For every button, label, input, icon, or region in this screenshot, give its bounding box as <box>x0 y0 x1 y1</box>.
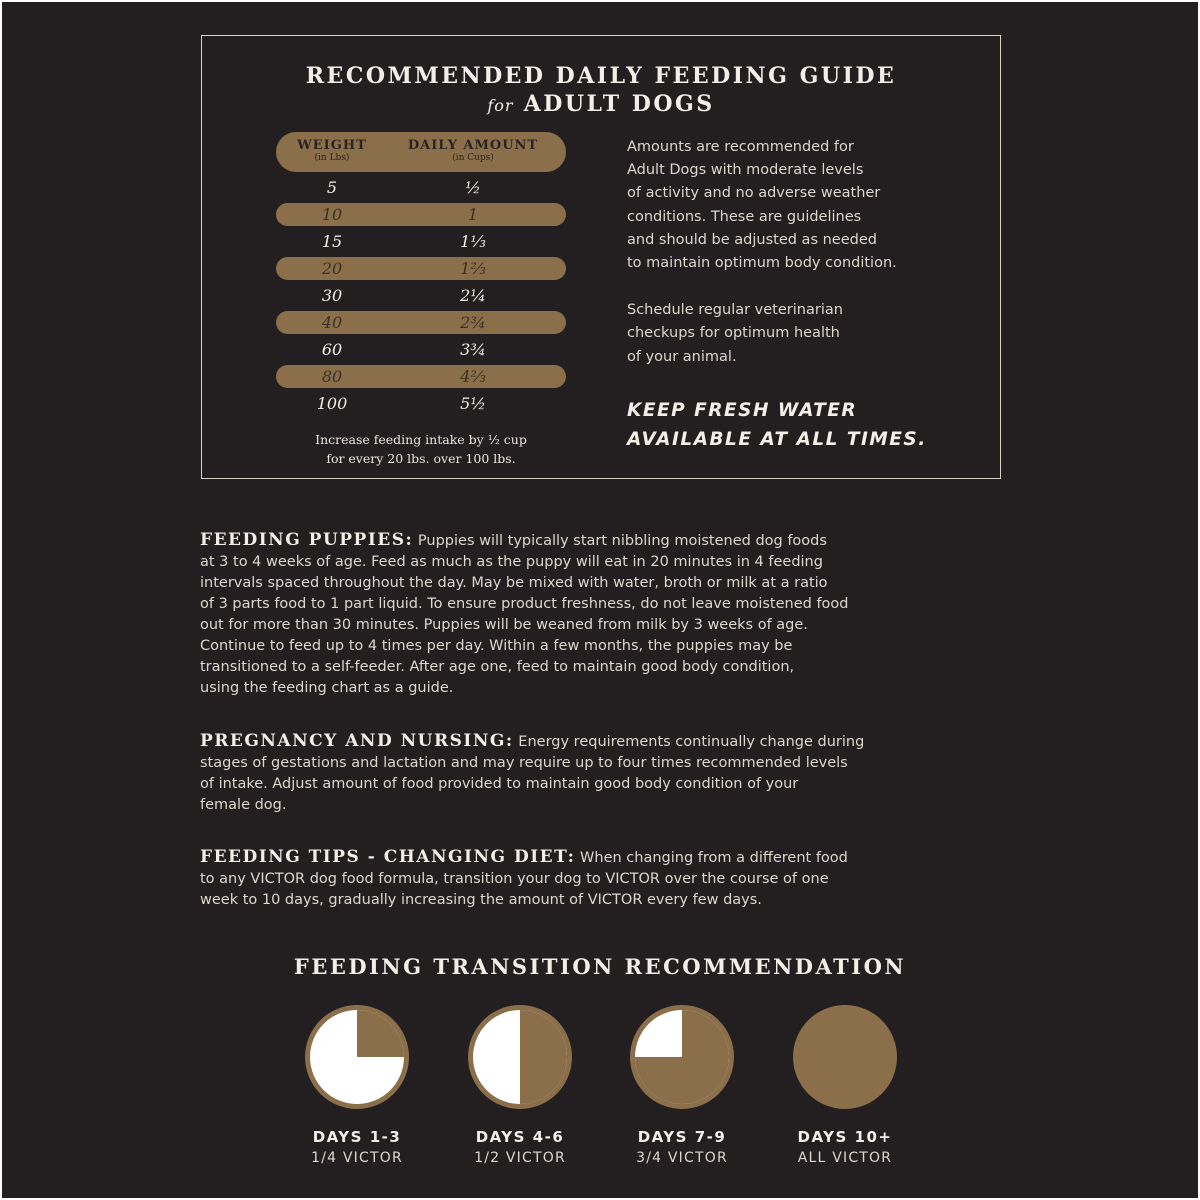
section-text: female dog. <box>200 797 287 813</box>
section-heading: FEEDING PUPPIES: <box>200 530 414 550</box>
section-feeding-puppies <box>200 530 990 699</box>
transition-days: DAYS 7-9 <box>637 1128 727 1146</box>
transition-step <box>440 1002 600 1168</box>
amount-cell: 5½ <box>460 394 486 413</box>
table-row <box>276 176 566 199</box>
text-line: conditions. These are guidelines <box>627 208 862 225</box>
amount-cell: 2¼ <box>460 286 486 305</box>
table-note <box>262 430 580 468</box>
amount-cell: 1⅓ <box>460 232 486 251</box>
guide-title-line2 <box>202 90 1000 120</box>
weight-cell: 5 <box>326 178 338 197</box>
amount-cell: 1⅔ <box>460 259 486 278</box>
transition-amount: ALL VICTOR <box>797 1150 893 1166</box>
transition-pie-icon <box>627 1002 737 1112</box>
amount-header <box>388 139 558 165</box>
transition-pie-icon <box>465 1002 575 1112</box>
weight-cell: 60 <box>321 340 343 359</box>
weight-cell: 10 <box>321 205 343 224</box>
text-line: and should be adjusted as needed <box>627 231 877 248</box>
weight-cell: 40 <box>321 313 343 332</box>
text-line: checkups for optimum health <box>627 325 840 342</box>
transition-days: DAYS 4-6 <box>475 1128 565 1146</box>
section-heading: PREGNANCY AND NURSING: <box>200 731 514 751</box>
section-text: out for more than 30 minutes. Puppies will be weaned from milk by 3 weeks of age. <box>200 617 808 633</box>
section-text: stages of gestations and lactation and may require up to four times recommended levels <box>200 755 848 771</box>
amount-header-unit: (in Cups) <box>452 153 494 163</box>
section-text: to any VICTOR dog food formula, transition your dog to VICTOR over the course of one <box>200 871 829 887</box>
weight-cell: 30 <box>321 286 343 305</box>
section-text: transitioned to a self-feeder. After age one, feed to maintain good body condition, <box>200 659 795 675</box>
weight-header-unit: (in Lbs) <box>314 153 350 163</box>
section-pregnancy-nursing <box>200 731 990 816</box>
text-line: of activity and no adverse weather <box>627 185 881 202</box>
table-row <box>276 257 566 280</box>
text-line: Amounts are recommended for <box>627 139 854 155</box>
text-line: of your animal. <box>627 348 737 365</box>
section-text: Energy requirements continually change during <box>513 734 865 750</box>
text-line: Schedule regular veterinarian <box>627 302 843 319</box>
amount-cell: 3¾ <box>460 340 486 359</box>
transition-amount: 3/4 VICTOR <box>636 1150 728 1166</box>
table-note-line2: for every 20 lbs. over 100 lbs. <box>326 451 516 466</box>
transition-pie-icon <box>790 1002 900 1112</box>
guide-title-line1: RECOMMENDED DAILY FEEDING GUIDE <box>305 63 897 89</box>
guide-title-for: for <box>487 96 514 115</box>
table-row <box>276 203 566 226</box>
pie-slice <box>357 1010 404 1057</box>
section-heading: FEEDING TIPS - CHANGING DIET: <box>200 847 576 867</box>
guide-para-checkups <box>627 299 977 369</box>
amount-cell: ½ <box>465 178 481 197</box>
transition-amount: 1/4 VICTOR <box>311 1150 403 1166</box>
transition-step <box>277 1002 437 1168</box>
transition-step <box>602 1002 762 1168</box>
weight-cell: 15 <box>321 232 343 251</box>
section-text: When changing from a different food <box>575 850 848 866</box>
guide-description <box>627 136 977 393</box>
table-row <box>276 311 566 334</box>
amount-cell: 2¾ <box>460 313 486 332</box>
weight-cell: 20 <box>321 259 343 278</box>
text-line: to maintain optimum body condition. <box>627 255 897 272</box>
transition-circles <box>2 1002 1198 1182</box>
transition-step <box>765 1002 925 1168</box>
section-text: using the feeding chart as a guide. <box>200 680 454 696</box>
weight-header-label: WEIGHT <box>297 138 367 153</box>
page <box>2 2 1198 1198</box>
guide-title-adult-dogs: ADULT DOGS <box>523 91 715 117</box>
water-line1: KEEP FRESH WATER <box>627 400 858 421</box>
table-row <box>276 284 566 307</box>
section-feeding-tips <box>200 847 990 911</box>
amount-cell: 1 <box>467 205 479 224</box>
guide-para-amounts <box>627 136 977 275</box>
table-rows <box>276 176 566 415</box>
section-text: week to 10 days, gradually increasing the amount of VICTOR every few days. <box>200 892 762 908</box>
section-text: of 3 parts food to 1 part liquid. To ensure product freshness, do not leave moistened food <box>200 596 849 612</box>
feeding-guide-box <box>201 35 1001 479</box>
amount-header-label: DAILY AMOUNT <box>407 138 539 153</box>
weight-header <box>276 139 388 165</box>
pie-base <box>798 1010 892 1104</box>
text-line: Adult Dogs with moderate levels <box>627 162 864 179</box>
section-text: at 3 to 4 weeks of age. Feed as much as the puppy will eat in 20 minutes in 4 feeding <box>200 554 823 570</box>
transition-amount: 1/2 VICTOR <box>474 1150 566 1166</box>
water-notice <box>627 396 997 454</box>
transition-days: DAYS 10+ <box>797 1128 893 1146</box>
feeding-table <box>276 132 566 415</box>
section-text: Puppies will typically start nibbling moistened dog foods <box>413 533 827 549</box>
table-row <box>276 338 566 361</box>
table-header <box>276 132 566 172</box>
water-line2: AVAILABLE AT ALL TIMES. <box>627 429 927 450</box>
table-row <box>276 230 566 253</box>
transition-title: FEEDING TRANSITION RECOMMENDATION <box>293 954 907 979</box>
weight-cell: 80 <box>321 367 343 386</box>
transition-days: DAYS 1-3 <box>312 1128 402 1146</box>
table-row <box>276 392 566 415</box>
section-text: of intake. Adjust amount of food provided to maintain good body condition of your <box>200 776 799 792</box>
amount-cell: 4⅔ <box>460 367 486 386</box>
weight-cell: 100 <box>316 394 348 413</box>
guide-title <box>202 62 1000 120</box>
table-note-line1: Increase feeding intake by ½ cup <box>315 432 527 447</box>
table-row <box>276 365 566 388</box>
transition-pie-icon <box>302 1002 412 1112</box>
section-text: Continue to feed up to 4 times per day. Within a few months, the puppies may be <box>200 638 793 654</box>
section-text: intervals spaced throughout the day. May be mixed with water, broth or milk at a ratio <box>200 575 828 591</box>
